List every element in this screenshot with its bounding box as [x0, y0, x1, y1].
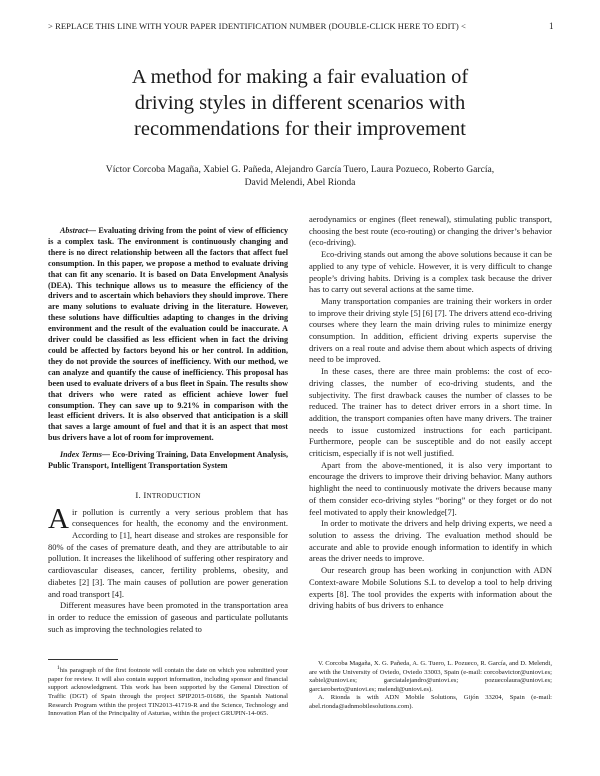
abstract-label: Abstract [60, 226, 88, 235]
intro-paragraph [48, 502, 288, 601]
section-numeral: I. [135, 489, 144, 500]
title-line: A method for making a fair evaluation of [131, 66, 469, 88]
footnote-rule [48, 659, 118, 660]
index-terms-text: — Eco-Driving Training, Data Envelopment Analysis, Public Transport, Intelligent Transportation System [48, 450, 289, 471]
title-line: recommendations for their improvement [134, 118, 466, 140]
paper-title [60, 64, 540, 142]
affiliation-paragraph: V. Corcoba Magaña, X. G. Pañeda, A. G. Tuero, L. Pozueco, R. García, and D. Melendi, are with the University of Oviedo, Oviedo 33003, Spain (e-mail: corcobavictor@uniovi.es; xabiel@uniovi.es; garciatalejandro@uniovi.es; pozuecolaura@uniovi.es; garciaroberto@uniovi.es; melendi@uniovi.es). [309, 660, 552, 693]
body-paragraph: Our research group has been working in conjunction with ADN Context-aware Mobile Solutions S.L to develop a tool to help driving experts [8]. The tool provides the experts with information about the driving habits of bus drivers to enhance [309, 565, 552, 611]
body-paragraph: Different measures have been promoted in the transportation area in order to reduce the emission of gaseous and particulate pollutants such as improving the technologies related to [48, 600, 288, 634]
abstract [48, 226, 288, 444]
body-paragraph: Many transportation companies are training their workers in order to improve their driving style [5] [6] [7]. The drivers attend eco-driving courses where they learn the main driving rules to minimize energy consumption. In addition, efficient driving experts supervise the drivers on a real route and advise them about which aspects of driving need to be improved. [309, 295, 552, 365]
section-title-rest: NTRODUCTION [146, 491, 201, 500]
author-line: David Melendi, Abel Rionda [244, 176, 356, 188]
drop-cap: A [48, 502, 69, 535]
author-affiliations [309, 660, 552, 712]
author-list [60, 164, 540, 189]
title-line: driving styles in different scenarios with [134, 92, 466, 114]
page-number: 1 [549, 21, 554, 31]
affiliation-paragraph: A. Rionda is with ADN Mobile Solutions, Gijón 33204, Spain (e-mail: abel.rionda@adnmobilesolutions.com). [309, 694, 552, 710]
section-title-initial: I [143, 489, 147, 500]
body-paragraph: Eco-driving stands out among the above solutions because it can be applied to any type of vehicle. However, it is very difficult to change people’s driving habits. Driving is a complex task because the driver has to carry out several actions at the same time. [309, 249, 552, 295]
left-column [48, 226, 288, 635]
author-line: Víctor Corcoba Magaña, Xabiel G. Pañeda, Alejandro García Tuero, Laura Pozueco, Roberto García, [105, 164, 495, 175]
body-paragraph: In these cases, there are three main problems: the cost of eco-driving classes, the number of eco-driving students, and the subjectivity. The first drawback causes the number of classes to be reduced. The trainer has to detect driver errors in a short time. In addition, the transport companies often have many drivers. The trainer needs to issue customized instructions for each participant. Furthermore, people can be susceptible and do not easily accept criticism, especially if is not well justified. [309, 366, 552, 459]
body-paragraph: Apart from the above-mentioned, it is also very important to encourage the drivers to improve their driving behavior. Many authors highlight the need to continuously motivate the drivers because many of them consider eco-driving styles “boring” or they forget or do not feel motivated to apply their knowledge[7]. [309, 459, 552, 517]
right-column [309, 214, 552, 612]
footnote-marker: 1 [57, 665, 60, 671]
footnote-text: his paragraph of the first footnote will contain the date on which you submitted your paper for review. It will also contain support information, including sponsor and financial support acknowledgment. This work has been supported by the General Direction of Traffic (DGT) of Spain through the project SPIP2015-01686, the Spanish National Research Program within the project TIN2013-41719-R and the Science, Technology and Innovation Plan of the Principality of Asturias, within the project GRUPIN-14-065. [48, 667, 288, 718]
abstract-text: — Evaluating driving from the point of view of efficiency is a complex task. The environment is continuously changing and there is no direct relationship between all the factors that affect fuel consumption. In this paper, we propose a method to evaluate driving that can fit any scenario. It is based on Data Envelopment Analysis (DEA). This technique allows us to measure the efficiency of the drivers and to ascertain which behaviors they should improve. There are many solutions to evaluate driving in the literature. However, these solutions have difficulties adapting to changes in the driving environment and the result of the evaluation could be inaccurate. A driver could be classified as less efficient when in fact the driving could be affected by factors beyond his or her control. In addition, they do not provide the sources of inefficiency. With our method, we can analyze and quantify the cause of inefficiency. This proposal has been used to evaluate drivers of a bus fleet in Spain. The results show that drivers who were rated as efficient achieve lower fuel consumption. They can save up to 9.21% in comparison with the least efficient drivers. It is also observed that anticipation is a skill that saves a large amount of fuel and that it is an aspect that most bus drivers have a lot of room for improvement. [48, 226, 288, 443]
body-paragraph: In order to motivate the drivers and help driving experts, we need a solution to assess the driving. The evaluation method should be accurate and able to provide enough information to identify in which areas the driver needs to improve. [309, 518, 552, 564]
section-heading-introduction [48, 490, 288, 503]
body-paragraph: aerodynamics or engines (fleet renewal), stimulating public transport, choosing the best route (eco-routing) or changing the driver’s behavior (eco-driving). [309, 214, 552, 248]
intro-text: ir pollution is currently a very serious problem that has consequences for health, the economy and the environment. According to [1], heart disease and strokes are responsible for 80% of the cases of premature death, and they are attributable to air pollution. It increases the likelihood of suffering other respiratory and cardiovascular diseases, cancer, fertility problems, obesity, and diabetes [2] [3]. The main causes of pollution are power generation and road transport [4]. [48, 506, 288, 599]
footnote [48, 664, 288, 719]
index-terms [48, 450, 288, 472]
index-terms-label: Index Terms [60, 450, 102, 460]
running-head: > REPLACE THIS LINE WITH YOUR PAPER IDENTIFICATION NUMBER (DOUBLE-CLICK HERE TO EDIT) < [48, 21, 466, 31]
